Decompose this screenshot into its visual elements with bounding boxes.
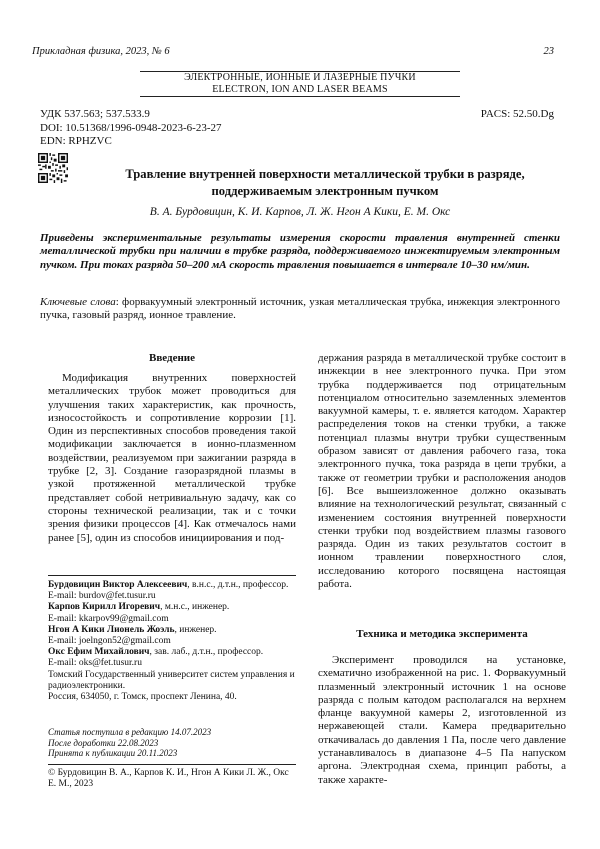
author-details: , в.н.с., д.т.н., профессор. xyxy=(187,580,289,590)
author-info-4 xyxy=(48,647,296,658)
author-email-2[interactable]: E-mail: kkarpov99@gmail.com xyxy=(48,613,169,624)
copyright: © Бурдовицин В. А., Карпов К. И., Нгон А Кики Л. Ж., Окс Е. М., 2023 xyxy=(48,768,289,790)
keywords-text: : форвакуумный электронный источник, узкая металлическая трубка, инжекция электронного пучка, газовый разряд, ионное травление. xyxy=(40,296,560,322)
edn-code: EDN: RPHZVC xyxy=(40,135,112,147)
abstract: Приведены экспериментальные результаты измерения скорости травления внутренней стенки металлической трубки при наличии в трубке разряда, поддерживаемого инжектируемым электронным пучком. При токах разряда 50–200 мА скорость травления повышается в интервале 10–30 нм/мин. xyxy=(40,232,560,271)
intro-text xyxy=(48,372,296,545)
author-info-1 xyxy=(48,580,296,591)
intro-paragraph: Модификация внутренних поверхностей металлических трубок может проводиться для улучшения таких характеристик, как прочность, износостойкость и сопротивление коррозии [1]. Один из перспективных способов проведения такой модификации заключается в ионно-плазменном воздействии, реализуемом при зажигании разряда в трубке [2, 3]. Создание газоразрядной плазмы в узкой протяженной металлической трубке представляет собой нетривиальную задачу, как со стороны технической реализации, так и с точки зрения физики процессов [4]. Как отмечалось нами ранее [5], один из способов инициирования и под- xyxy=(48,372,296,544)
keywords-label: Ключевые слова xyxy=(40,296,116,308)
udk-code: УДК 537.563; 537.533.9 xyxy=(40,108,150,120)
section-rule-bottom xyxy=(140,96,460,97)
author-info-2 xyxy=(48,602,296,613)
section-band xyxy=(140,71,460,97)
author-name: Бурдовицин Виктор Алексеевич xyxy=(48,580,188,590)
method-paragraph: Эксперимент проводился на установке, схематично изображенной на рис. 1. Форвакуумный плазменный электронный источник 1 на основе разряда с полым катодом располагался на верхнем фланце вакуумной камеры 2, изготовленной из нержавеющей стали. Камера предварительно откачивалась до давления 1 Па, после чего давление устанавливалось в диапазоне 4–5 Па напуском аргона. Электродная схема, принцип работы, а также характе- xyxy=(318,654,566,786)
left-column xyxy=(48,352,296,545)
author-name: Нгон А Кики Лионель Жоэль xyxy=(48,624,175,635)
author-details: , м.н.с., инженер. xyxy=(160,602,230,613)
pacs-code: PACS: 52.50.Dg xyxy=(480,108,554,120)
author-info xyxy=(48,580,296,703)
right-column xyxy=(318,352,566,591)
article-meta xyxy=(40,108,221,149)
intro-heading: Введение xyxy=(148,352,196,364)
keywords xyxy=(40,296,560,323)
date-revised: После доработки 22.08.2023 xyxy=(48,737,159,748)
author-name: Карпов Кирилл Игоревич xyxy=(48,602,161,613)
copyright-divider xyxy=(48,764,296,765)
date-accepted: Принята к публикации 20.11.2023 xyxy=(48,748,178,759)
footnote-divider xyxy=(48,575,296,576)
doi-link[interactable]: DOI: 10.51368/1996-0948-2023-6-23-27 xyxy=(40,121,222,134)
author-email-1[interactable]: E-mail: burdov@fet.tusur.ru xyxy=(48,591,156,602)
journal-header: Прикладная физика, 2023, № 6 xyxy=(32,46,170,57)
article-title xyxy=(80,166,570,200)
method-heading: Техника и методика эксперимента xyxy=(356,628,528,640)
affiliation-org: Томский Государственный университет систем управления и радиоэлектроники. xyxy=(48,669,295,691)
section-title-ru: ЭЛЕКТРОННЫЕ, ИОННЫЕ И ЛАЗЕРНЫЕ ПУЧКИ xyxy=(184,72,416,83)
date-received: Статья поступила в редакцию 14.07.2023 xyxy=(48,727,212,737)
intro-continuation: держания разряда в металлической трубке состоит в инжекции в нее электронного пучка. При этом трубка поддерживается под отрицательным потенциалом относительно заземленных элементов вакуумной камеры, т. е. является катодом. Характер распределения токов на стенки трубки, а также потенциал плазмы внутри трубки существенным образом зависят от давления рабочего газа, тока электронного пучка, тока разряда в цепи трубки, а также от геометрии трубки и расположения анодов [6]. Все вышеизложенное должно оказывать влияние на технологический результат, связанный с изменением состояния внутренней поверхности стенки трубки под воздействием плазмы газового разряда. Один из таких результатов состоит в ионном травлении поверхностного слоя, исследованию которого посвящена настоящая работа. xyxy=(318,352,566,591)
author-details: , инженер. xyxy=(174,624,217,635)
article-dates xyxy=(48,727,296,759)
qr-code-icon xyxy=(38,153,68,183)
section-title-en: ELECTRON, ION AND LASER BEAMS xyxy=(212,84,388,95)
author-email-4[interactable]: E-mail: oks@fet.tusur.ru xyxy=(48,658,142,669)
method-text xyxy=(318,654,566,787)
author-info-3 xyxy=(48,625,296,636)
page-number: 23 xyxy=(543,46,554,57)
article-title-line-2: поддерживаемым электронным пучком xyxy=(211,184,439,198)
affiliation-address: Россия, 634050, г. Томск, проспект Ленина, 40. xyxy=(48,692,237,703)
author-email-3[interactable]: E-mail: joelngon52@gmail.com xyxy=(48,636,171,647)
article-authors: В. А. Бурдовицин, К. И. Карпов, Л. Ж. Нгон А Кики, Е. М. Окс xyxy=(149,206,451,218)
author-name: Окс Ефим Михайлович xyxy=(48,647,150,658)
article-title-line-1: Травление внутренней поверхности металлической трубки в разряде, xyxy=(125,167,525,181)
author-details: , зав. лаб., д.т.н., профессор. xyxy=(149,647,264,658)
